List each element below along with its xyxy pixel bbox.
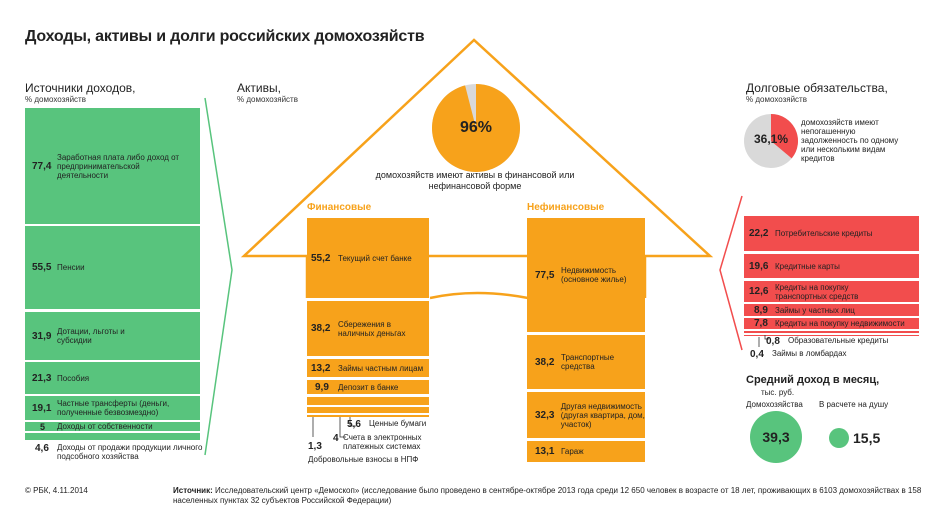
debt-bar-5 [744, 318, 919, 329]
debt-item-7 [750, 349, 847, 360]
debt-value-7: 0,4 [750, 349, 764, 360]
nonfinancial-bar-2 [527, 335, 645, 389]
financial-item-5 [347, 419, 426, 430]
debt-value-3: 12,6 [749, 286, 769, 297]
financial-bar-5 [307, 397, 429, 405]
debt-bar-4 [744, 304, 919, 316]
house-door-arc [430, 293, 528, 298]
income-value-5: 19,1 [32, 402, 52, 414]
financial-label-3: Займы частным лицам [338, 363, 424, 373]
nonfinancial-bar-1 [527, 218, 645, 332]
household-value: 39,3 [750, 411, 802, 463]
financial-title: Финансовые [307, 202, 372, 213]
debt-value-1: 22,2 [749, 228, 769, 239]
financial-value-7: 1,3 [308, 441, 322, 452]
financial-value-5: 5,6 [347, 419, 361, 430]
financial-label-7: Добровольные взносы в НПФ [308, 455, 419, 464]
assets-title: Активы, [237, 81, 281, 95]
financial-label-4: Депозит в банке [338, 382, 399, 392]
income-value-6: 5 [40, 421, 46, 432]
financial-bar-2 [307, 301, 429, 356]
nonfinancial-label-4: Гараж [561, 447, 584, 456]
nonfinancial-bar-3 [527, 392, 645, 438]
nonfinancial-value-3: 32,3 [535, 409, 555, 421]
nonfinancial-label-1: Недвижимость (основное жилье) [561, 266, 627, 284]
source [173, 486, 923, 506]
household-label: Домохозяйства [746, 400, 803, 409]
debts-bracket [720, 196, 742, 350]
debts-share-value: 36,1% [753, 132, 789, 146]
assets-share-text: домохозяйств имеют активы в финансовой или нефинансовой форме [375, 170, 575, 191]
debt-label-5: Кредиты на покупку недвижимости [775, 319, 905, 328]
debt-item-6 [766, 336, 888, 347]
income-bracket [205, 98, 232, 455]
percapita-value: 15,5 [853, 430, 881, 446]
income-label-5: Частные трансферты (деньги, полученные безвозмездно) [57, 399, 170, 417]
income-label-3: Дотации, льготы и субсидии [57, 327, 125, 345]
financial-value-1: 55,2 [311, 252, 331, 264]
income-bar-4 [25, 362, 200, 394]
financial-label-2: Сбережения в наличных деньгах [338, 319, 406, 338]
income-bar-5 [25, 396, 200, 420]
source-label: Источник: [173, 486, 213, 495]
income-bar-7 [25, 433, 200, 440]
financial-bar-3 [307, 359, 429, 377]
debts-title: Долговые обязательства, [746, 81, 888, 95]
nonfinancial-title: Нефинансовые [527, 202, 605, 213]
percapita-label: В расчете на душу [819, 400, 889, 409]
debt-value-6: 0,8 [766, 336, 780, 347]
debt-value-2: 19,6 [749, 260, 769, 272]
financial-label-5: Ценные бумаги [369, 419, 427, 428]
financial-label-1: Текущий счет банке [338, 253, 412, 263]
debts-share-text: домохозяйств имеют непогашенную задолженность по одному или нескольким видам кредитов [801, 118, 899, 163]
income-bar-6 [25, 422, 200, 431]
debt-value-4: 8,9 [754, 304, 768, 316]
debt-label-7: Займы в ломбардах [772, 349, 847, 358]
financial-value-3: 13,2 [311, 362, 331, 374]
nonfinancial-value-2: 38,2 [535, 356, 555, 368]
nonfinancial-value-1: 77,5 [535, 269, 555, 281]
debt-bar-2 [744, 254, 919, 278]
income-title: Источники доходов, [25, 81, 136, 95]
income-label-4: Пособия [57, 373, 90, 383]
nonfinancial-value-4: 13,1 [535, 446, 555, 457]
debt-label-6: Образовательные кредиты [788, 336, 889, 345]
income-value-2: 55,5 [32, 262, 52, 273]
income-bar-2 [25, 226, 200, 309]
financial-item-6 [333, 433, 443, 451]
income-label-1: Заработная плата либо доход от предпринимательской деятельности [57, 152, 180, 180]
income-unit: % домохозяйств [25, 95, 86, 104]
income-value-1: 77,4 [32, 160, 52, 172]
debt-label-1: Потребительские кредиты [775, 229, 873, 238]
nonfinancial-label-2: Транспортные средства [561, 353, 615, 371]
financial-value-4: 9,9 [315, 381, 329, 393]
financial-value-2: 38,2 [311, 323, 331, 334]
financial-bar-4 [307, 380, 429, 394]
debt-label-4: Займы у частных лиц [775, 305, 855, 315]
financial-bar-1 [307, 218, 429, 298]
income-value-7: 4,6 [35, 443, 49, 454]
debt-bar-1 [744, 216, 919, 251]
income-label-7: Доходы от продажи продукции личного подсобного хозяйства [57, 443, 203, 461]
nonfinancial-bar-4 [527, 441, 645, 462]
income-value-4: 21,3 [32, 372, 52, 384]
debt-label-2: Кредитные карты [775, 261, 840, 271]
avg-income-unit: тыс. руб. [761, 388, 795, 397]
avg-income-title: Средний доход в месяц, [746, 374, 880, 386]
income-bar-1 [25, 108, 200, 224]
financial-value-6: 4 [333, 433, 339, 444]
debt-label-3: Кредиты на покупку транспортных средств [775, 282, 859, 301]
income-item-7 [35, 443, 207, 461]
income-value-3: 31,9 [32, 330, 52, 342]
income-label-2: Пенсии [57, 263, 85, 272]
copyright: © РБК, 4.11.2014 [25, 486, 88, 495]
financial-label-6: Счета в электронных платежных системах [343, 433, 422, 451]
percapita-circle [829, 428, 849, 448]
assets-unit: % домохозяйств [237, 95, 298, 104]
income-label-6: Доходы от собственности [57, 422, 153, 431]
page-title: Доходы, активы и долги российских домохозяйств [25, 28, 425, 45]
nonfinancial-label-3: Другая недвижимость (другая квартира, дом, участок) [560, 401, 645, 429]
debt-value-5: 7,8 [754, 318, 768, 329]
debt-bar-3 [744, 281, 919, 302]
debts-unit: % домохозяйств [746, 95, 807, 104]
income-bar-3 [25, 312, 200, 360]
assets-share-value: 96% [459, 119, 493, 136]
source-text: Исследовательский центр «Демоскоп» (исследование было проведено в сентябре-октябре 2013 года среди 12 650 человек в возрасте от 18 лет, проживающих в 6103 домохозяйствах в 158 населенных пунктах 32 субъектов Российской Федерации) [173, 486, 922, 505]
